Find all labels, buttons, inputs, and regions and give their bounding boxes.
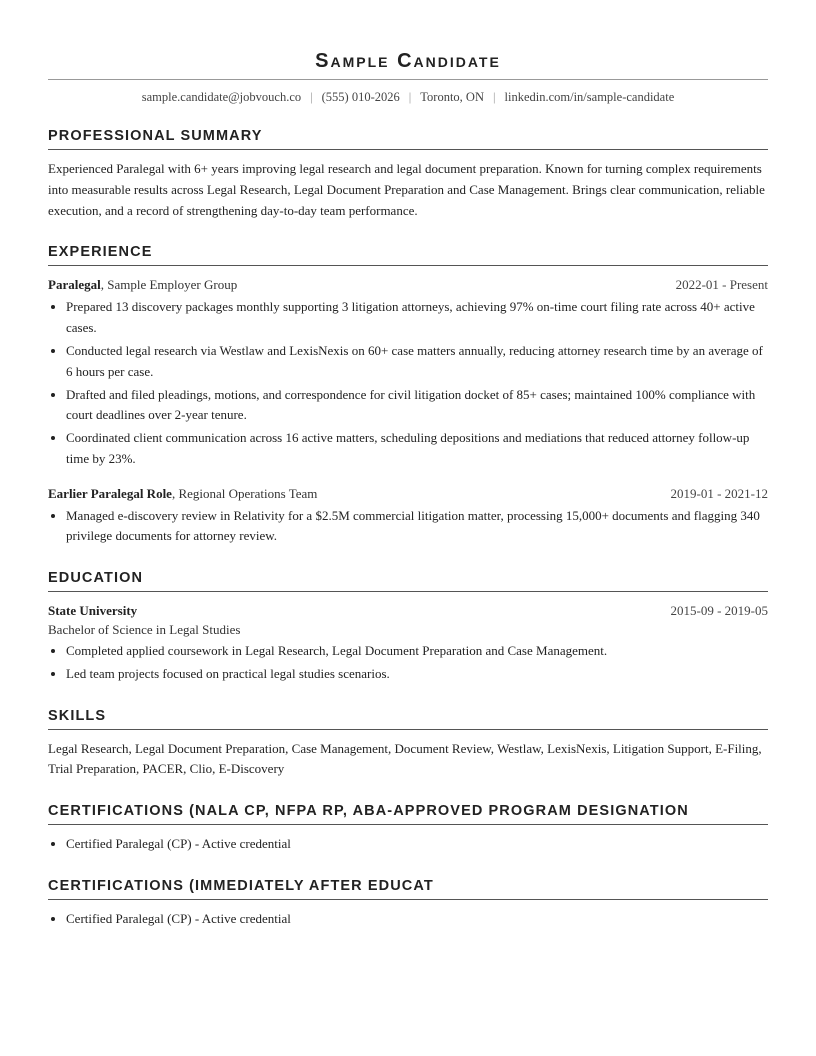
certification-list	[48, 834, 768, 855]
section-heading: PROFESSIONAL SUMMARY	[48, 128, 263, 144]
education-dates: 2015-09 - 2019-05	[670, 602, 768, 618]
section-heading: SKILLS	[48, 707, 107, 724]
bullet-item: • Conducted legal research via Westlaw and LexisNexis on 60+ case matters annually, reducing attorney research time by an average of 6 hours per case.	[66, 341, 768, 382]
contact-separator: |	[310, 90, 313, 104]
certifications-section	[48, 802, 768, 855]
summary-text: Experienced Paralegal with 6+ years improving legal research and legal document preparation. Known for turning complex requirements into measurable results across Legal Research, Legal Document Preparation and Case Management. Brings clear communication, reliable execution, and a record of strengthening day-to-day team performance.	[48, 161, 765, 218]
section-heading: CERTIFICATIONS (NALA CP, NFPA RP, ABA-APPROVED PROGRAM DESIGNATION	[48, 803, 689, 820]
section-heading: CERTIFICATIONS (IMMEDIATELY AFTER EDUCAT	[48, 877, 434, 894]
section-heading: EXPERIENCE	[48, 244, 153, 261]
bullet-item: • Drafted and filed pleadings, motions, and correspondence for civil litigation docket of 85+ cases; maintained 100% compliance with court deadlines over 2-year tenure.	[66, 385, 768, 426]
certifications-section	[48, 877, 768, 930]
role-bullets	[48, 297, 768, 469]
certification-item: • Certified Paralegal (CP) - Active credential	[66, 909, 768, 930]
contact-separator: |	[408, 90, 412, 104]
role-header	[48, 484, 768, 504]
skills-text: Legal Research, Legal Document Preparation, Case Management, Document Review, Westlaw, LexisNexis, Litigation Support, E-Filing, Trial Preparation, PACER, Clio, E-Discovery	[48, 740, 762, 777]
role-employer: , Regional Operations Team	[171, 485, 318, 501]
education-bullets	[48, 641, 768, 685]
contact-line	[48, 89, 768, 105]
contact-email[interactable]: sample.candidate@jobvouch.co	[141, 90, 302, 104]
experience-section	[48, 243, 768, 546]
bullet-item: • Managed e-discovery review in Relativity for a $2.5M commercial litigation matter, processing 15,000+ documents and flagging 340 privilege documents for attorney review.	[66, 506, 768, 547]
section-divider	[48, 265, 768, 266]
degree: Bachelor of Science in Legal Studies	[48, 621, 241, 637]
header-divider	[48, 79, 768, 80]
role-title: Earlier Paralegal Role	[48, 485, 172, 501]
role-employer: , Sample Employer Group	[100, 277, 238, 293]
education-header	[48, 601, 768, 621]
candidate-name: Sample Candidate	[315, 50, 501, 72]
section-divider	[48, 591, 768, 592]
contact-location: Toronto, ON	[420, 90, 484, 104]
certification-list	[48, 909, 768, 930]
contact-linkedin[interactable]: linkedin.com/in/sample-candidate	[504, 90, 675, 104]
role-header	[48, 275, 768, 295]
summary-section	[48, 127, 768, 221]
experience-entry	[48, 484, 768, 547]
section-heading: EDUCATION	[48, 569, 144, 586]
education-section	[48, 569, 768, 685]
bullet-item: • Completed applied coursework in Legal Research, Legal Document Preparation and Case Management.	[66, 641, 768, 662]
school-name: State University	[48, 602, 138, 618]
role-title: Paralegal	[48, 277, 101, 293]
role-bullets	[48, 506, 768, 547]
skills-section	[48, 707, 768, 781]
certification-item: • Certified Paralegal (CP) - Active credential	[66, 834, 768, 855]
bullet-item: • Led team projects focused on practical legal studies scenarios.	[66, 664, 768, 685]
resume-page	[48, 0, 768, 932]
section-divider	[48, 899, 768, 900]
experience-entry	[48, 275, 768, 469]
bullet-item: • Prepared 13 discovery packages monthly supporting 3 litigation attorneys, achieving 97% on-time court filing rate across 40+ active cases.	[66, 297, 768, 338]
contact-phone: (555) 010-2026	[321, 90, 400, 104]
section-divider	[48, 824, 768, 825]
role-dates: 2019-01 - 2021-12	[670, 485, 768, 501]
section-divider	[48, 729, 768, 730]
contact-separator: |	[492, 90, 496, 104]
bullet-item: • Coordinated client communication across 16 active matters, scheduling depositions and mediations that reduced attorney follow-up time by 23%.	[66, 428, 768, 469]
role-dates: 2022-01 - Present	[675, 277, 768, 293]
section-divider	[48, 149, 768, 150]
